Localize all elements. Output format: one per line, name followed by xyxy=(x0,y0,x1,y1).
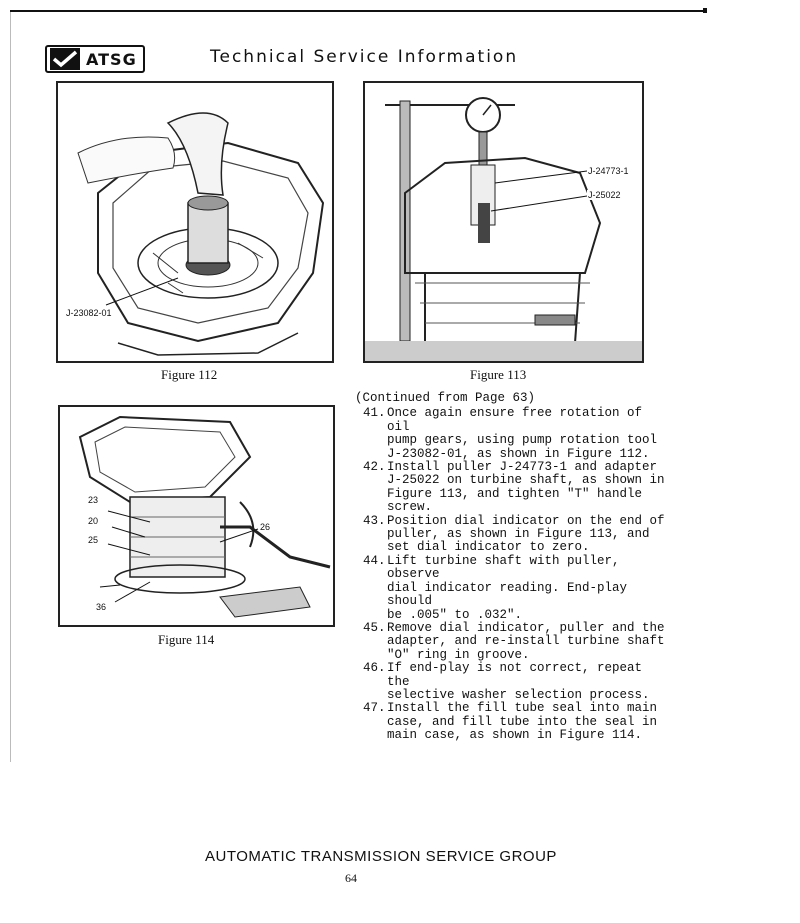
figure-114-callout-36: 36 xyxy=(96,602,107,612)
step-number: 42. xyxy=(363,460,386,475)
page-title: Technical Service Information xyxy=(210,47,519,67)
step-number: 47. xyxy=(363,701,386,716)
figure-112-caption: Figure 112 xyxy=(161,367,218,382)
step-text: Remove dial indicator, puller and the adapter, and re-install turbine shaft "O" ring in groove. xyxy=(387,620,665,662)
figure-114-callout-25: 25 xyxy=(88,535,99,545)
transmission-pump-illustration xyxy=(58,83,334,363)
step-text: Lift turbine shaft with puller, observe dial indicator reading. End-play should be .005" to .032". xyxy=(387,553,628,622)
figure-114-callout-20: 20 xyxy=(88,516,99,526)
checkmark-logo-icon xyxy=(50,48,80,70)
procedure-step xyxy=(355,555,665,622)
figure-114-callout-23: 23 xyxy=(88,495,99,505)
figure-113-callout-puller: J-24773-1 xyxy=(588,166,629,176)
footer-organization: AUTOMATIC TRANSMISSION SERVICE GROUP xyxy=(205,848,557,865)
procedure-step xyxy=(355,622,665,662)
step-text: Once again ensure free rotation of oil pump gears, using pump rotation tool J-23082-01, as shown in Figure 112. xyxy=(387,406,658,461)
step-text: If end-play is not correct, repeat the selective washer selection process. xyxy=(387,661,650,702)
procedure-text xyxy=(355,392,665,743)
continued-note: (Continued from Page 63) xyxy=(355,391,536,405)
figure-113-callout-adapter: J-25022 xyxy=(588,190,621,200)
step-number: 41. xyxy=(363,406,386,421)
top-rule xyxy=(10,10,706,12)
step-text: Position dial indicator on the end of puller, as shown in Figure 113, and set dial indicator to zero. xyxy=(387,513,665,555)
page-number: 64 xyxy=(345,871,357,885)
fill-tube-illustration xyxy=(60,407,335,627)
left-margin-rule xyxy=(10,12,11,762)
figure-112-image xyxy=(56,81,334,363)
figure-113-caption: Figure 113 xyxy=(470,367,527,382)
figure-113-image xyxy=(363,81,644,363)
step-text: Install puller J-24773-1 and adapter J-25022 on turbine shaft, as shown in Figure 113, and tighten "T" handle screw. xyxy=(387,460,665,515)
figure-114-image xyxy=(58,405,335,627)
step-number: 43. xyxy=(363,513,386,528)
atsg-logo xyxy=(45,45,145,73)
step-number: 44. xyxy=(363,553,386,568)
top-rule-tick xyxy=(703,8,707,13)
figure-112-callout: J-23082-01 xyxy=(66,308,112,318)
dial-indicator-illustration xyxy=(365,83,644,363)
figure-114-callout-26: 26 xyxy=(260,522,271,532)
procedure-step xyxy=(355,662,665,702)
step-number: 45. xyxy=(363,620,386,635)
step-number: 46. xyxy=(363,661,386,676)
procedure-step xyxy=(355,702,665,742)
procedure-step xyxy=(355,407,665,461)
figure-114-caption: Figure 114 xyxy=(158,632,215,647)
logo-text: ATSG xyxy=(86,49,137,69)
step-text: Install the fill tube seal into main case, and fill tube into the seal in main case, as shown in Figure 114. xyxy=(387,701,658,743)
procedure-step xyxy=(355,461,665,515)
procedure-step xyxy=(355,515,665,555)
procedure-steps xyxy=(355,407,665,742)
